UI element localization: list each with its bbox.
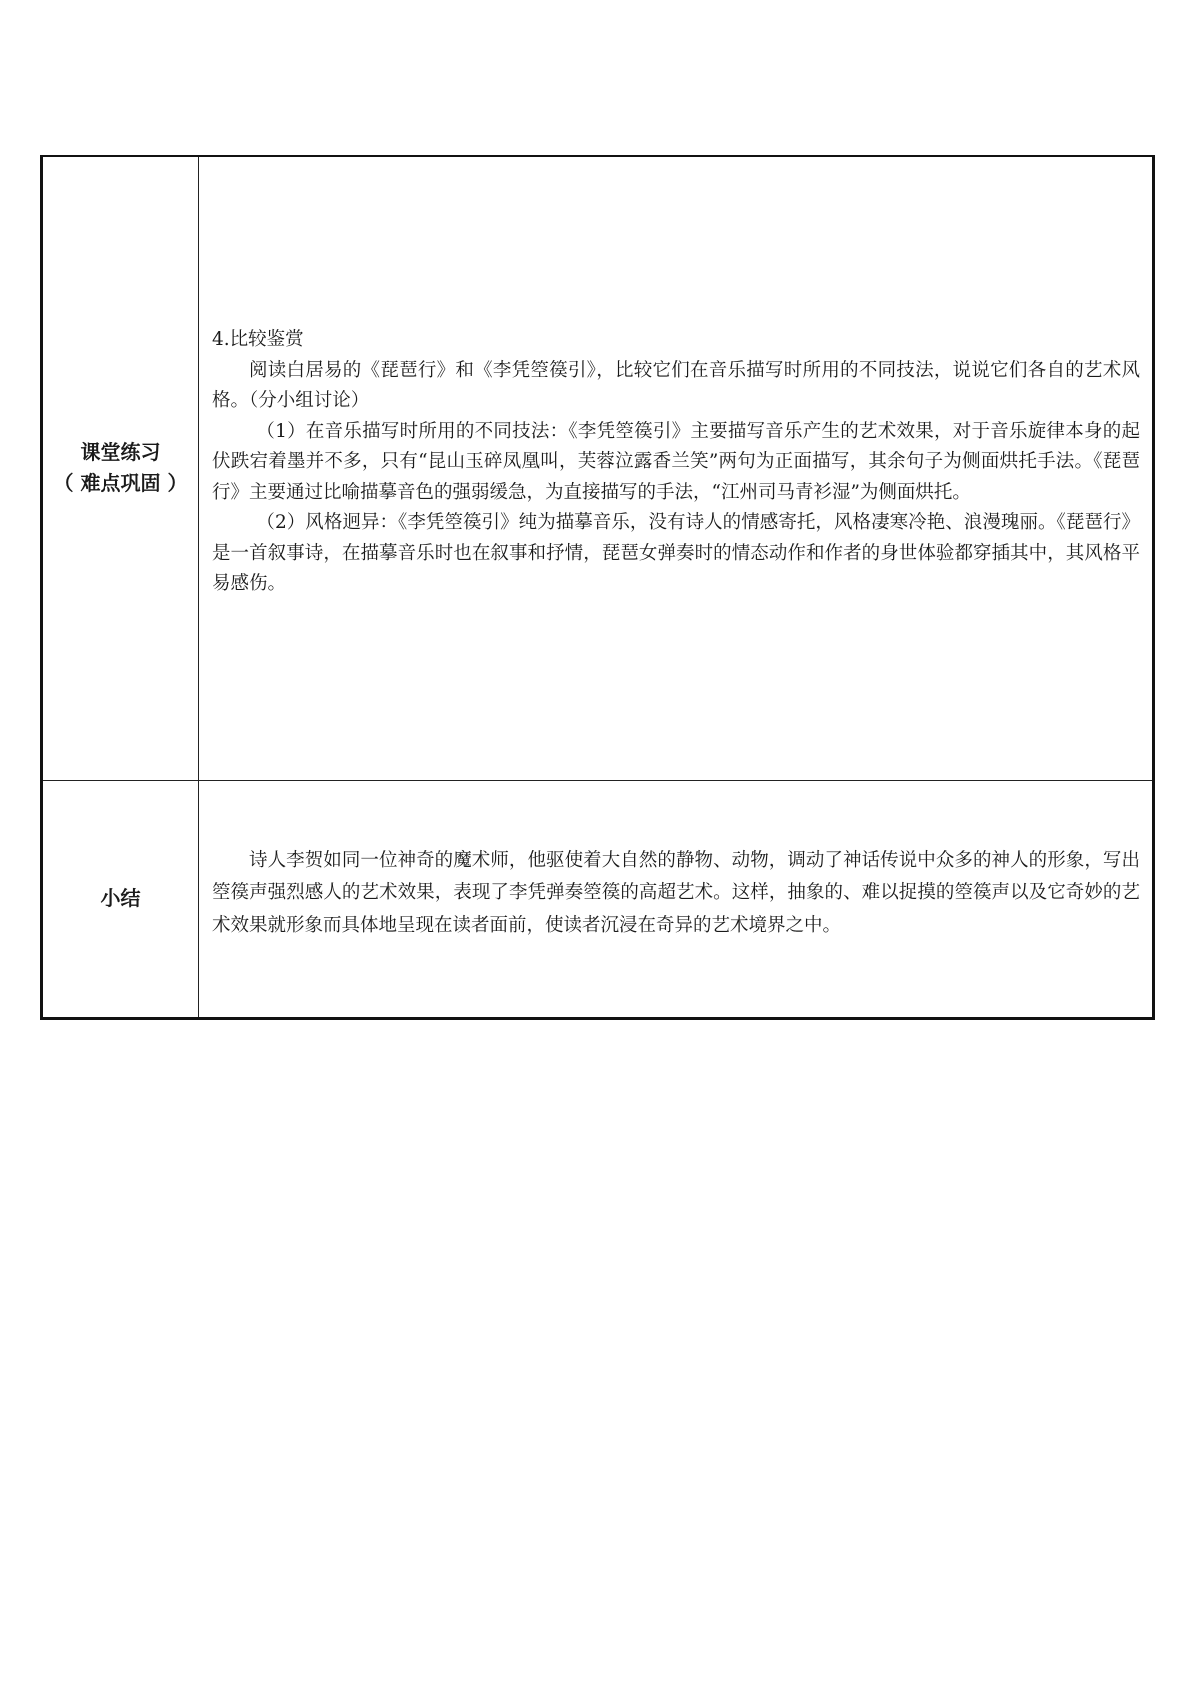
practice-label-subtitle: （ 难点巩固 ） [53,471,188,496]
summary-label: 小结 [100,886,141,910]
practice-point-1: （1）在音乐描写时所用的不同技法：《李凭箜篌引》主要描写音乐产生的艺术效果，对于音乐旋律本身的起伏跌宕着墨并不多，只有“昆山玉碎凤凰叫，芙蓉泣露香兰笑”两句为正面描写，其余句子为侧面烘托手法。《琵琶行》主要通过比喻描摹音色的强弱缓急，为直接描写的手法，“江州司马青衫湿”为侧面烘托。 [212,420,1140,503]
lesson-table [40,155,1155,1020]
practice-label-title: 课堂练习 [80,440,161,465]
practice-content [212,325,1140,600]
practice-heading: 4.比较鉴赏 [212,329,304,350]
summary-text: 诗人李贺如同一位神奇的魔术师，他驱使着大自然的静物、动物，调动了神话传说中众多的神人的形象，写出箜篌声强烈感人的艺术效果，表现了李凭弹奏箜篌的高超艺术。这样，抽象的、难以捉摸的箜篌声以及它奇妙的艺术效果就形象而具体地呈现在读者面前，使读者沉浸在奇异的艺术境界之中。 [212,849,1140,936]
summary-row [42,780,1154,1018]
summary-label-cell [42,780,199,1018]
practice-label-cell [42,156,199,780]
summary-content-cell [199,780,1154,1018]
practice-point-2: （2）风格迥异：《李凭箜篌引》纯为描摹音乐，没有诗人的情感寄托，风格凄寒冷艳、浪漫瑰丽。《琵琶行》是一首叙事诗，在描摹音乐时也在叙事和抒情，琵琶女弹奏时的情态动作和作者的身世体验都穿插其中，其风格平易感伤。 [212,512,1140,594]
practice-intro: 阅读白居易的《琵琶行》和《李凭箜篌引》，比较它们在音乐描写时所用的不同技法，说说它们各自的艺术风格。（分小组讨论） [212,359,1140,411]
practice-content-cell [199,156,1154,780]
summary-content [212,845,1140,943]
practice-row [42,156,1154,780]
